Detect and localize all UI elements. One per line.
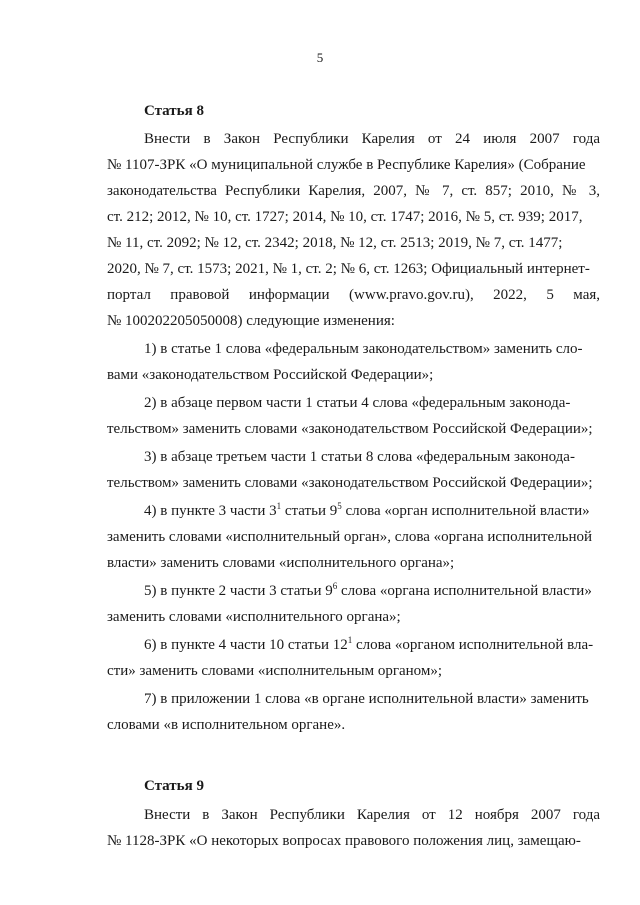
article-8-heading: Статья 8 [144, 103, 204, 119]
amendment-item-3: 3) в абзаце третьем части 1 статьи 8 слова «федеральным законода- [144, 449, 575, 465]
amendment-item-1-cont: вами «законодательством Российской Федерации»; [107, 367, 434, 383]
article-9-line: Внести в Закон Республики Карелия от 12 ноября 2007 года [144, 807, 600, 823]
article-9-heading: Статья 9 [144, 778, 204, 794]
amendment-item-4-cont: заменить словами «исполнительный орган», слова «органа исполнительной [107, 529, 593, 545]
article-9-line: № 1128-ЗРК «О некоторых вопросах правового положения лиц, замещаю- [107, 833, 581, 849]
article-8-line: № 1107-ЗРК «О муниципальной службе в Республике Карелия» (Собрание [107, 157, 586, 173]
article-8-line: 2020, № 7, ст. 1573; 2021, № 1, ст. 2; № 6, ст. 1263; Официальный интернет- [107, 261, 590, 277]
amendment-item-4-cont: власти» заменить словами «исполнительного органа»; [107, 555, 455, 571]
amendment-item-6-cont: сти» заменить словами «исполнительным органом»; [107, 663, 443, 679]
amendment-item-5: 5) в пункте 2 части 3 статьи $9^6$ слова «органа исполнительной власти» [144, 581, 592, 599]
article-8-line: № 11, ст. 2092; № 12, ст. 2342; 2018, № 12, ст. 2513; 2019, № 7, ст. 1477; [107, 235, 563, 251]
amendment-item-7-cont: словами «в исполнительном органе». [107, 717, 346, 733]
article-8-line: № 100202205050008) следующие изменения: [107, 313, 395, 329]
amendment-item-4: 4) в пункте 3 части $3^1$ статьи $9^5$ слова «орган исполнительной власти» [144, 501, 590, 519]
amendment-item-2-cont: тельством» заменить словами «законодательством Российской Федерации»; [107, 421, 593, 437]
amendment-item-7: 7) в приложении 1 слова «в органе исполнительной власти» заменить [144, 691, 589, 707]
amendment-item-3-cont: тельством» заменить словами «законодательством Российской Федерации»; [107, 475, 593, 491]
amendment-item-1: 1) в статье 1 слова «федеральным законодательством» заменить сло- [144, 341, 583, 357]
amendment-item-6: 6) в пункте 4 части 10 статьи $12^1$ слова «органом исполнительной вла- [144, 635, 594, 653]
amendment-item-5-cont: заменить словами «исполнительного органа»; [107, 609, 401, 625]
article-8-line: Внести в Закон Республики Карелия от 24 июля 2007 года [144, 131, 600, 147]
article-8-line: законодательства Республики Карелия, 2007, № 7, ст. 857; 2010, № 3, [107, 183, 600, 199]
article-8-line: ст. 212; 2012, № 10, ст. 1727; 2014, № 10, ст. 1747; 2016, № 5, ст. 939; 2017, [107, 209, 583, 225]
article-8-line: портал правовой информации (www.pravo.gov.ru), 2022, 5 мая, [107, 287, 600, 303]
amendment-item-2: 2) в абзаце первом части 1 статьи 4 слова «федеральным законода- [144, 395, 571, 411]
page-number: 5 [316, 50, 324, 65]
